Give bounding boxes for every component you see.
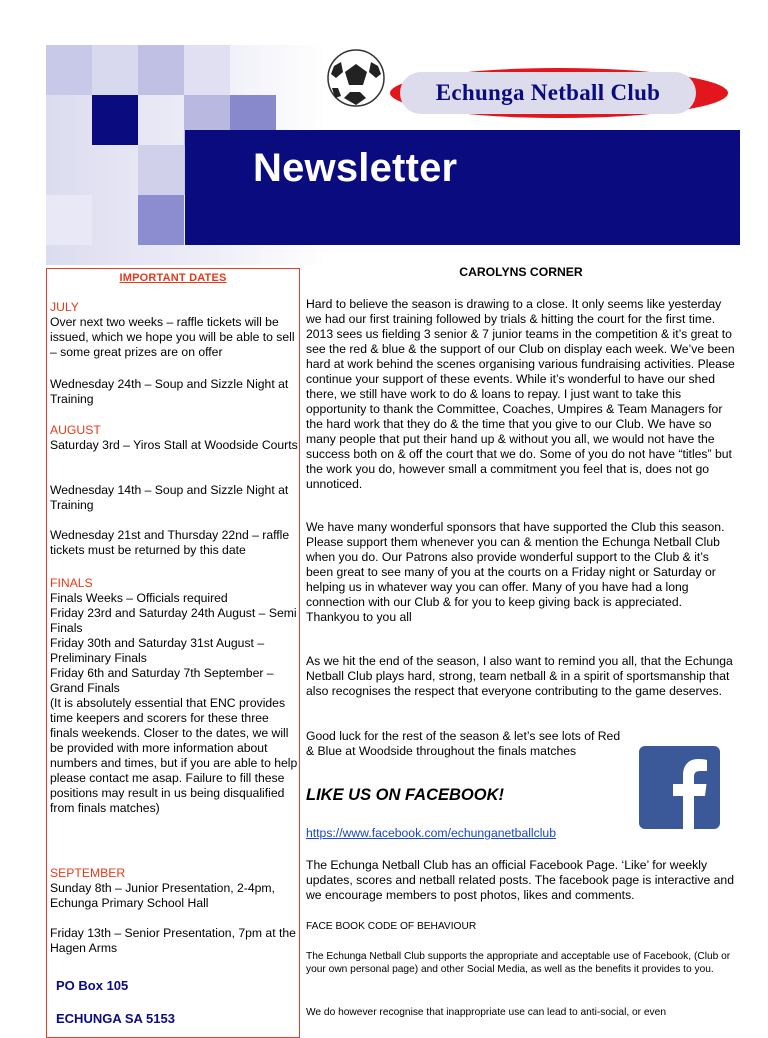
july-item-2-block xyxy=(50,377,298,407)
september-item-2-block xyxy=(50,926,298,956)
finals-item-2: Friday 23rd and Saturday 24th August – Semi Finals xyxy=(50,606,297,635)
page-title: Newsletter xyxy=(253,146,458,190)
august-item-1: Saturday 3rd – Yiros Stall at Woodside Courts xyxy=(50,438,298,452)
september-item-1: Sunday 8th – Junior Presentation, 2-4pm, Echunga Primary School Hall xyxy=(50,881,275,910)
facebook-text: The Echunga Netball Club has an official Facebook Page. ‘Like’ for weekly updates, scores and netball related posts. The facebook page is interactive and we encourage members to post photos, likes and comments. xyxy=(306,858,734,902)
september-label: SEPTEMBER xyxy=(50,866,126,880)
logo-inner xyxy=(400,72,696,114)
corner-text-1: Hard to believe the season is drawing to a close. It only seems like yesterday we had our first training followed by trials & hitting the court for the first time. 2013 sees us fielding 3 senior & 7 junior teams in the competition & it’s great to see the red & blue & the support of our Club on display each week. We’ve been hard at work behind the scenes organising various fundraising activities. Please continue your support of these events. While it’s wonderful to have our shed there, we still have work to do & loans to repay. I just want to take this opportunity to thank the Committee, Coaches, Umpires & Team Managers for the hard work that they do & the time that you give to our Club. We have so many people that put their hand up & without you all, we would not have the success both on & off the court that we do. Some of you do not have “titles” but the work you do, however small a commitment you feel that is, does not go unnoticed. xyxy=(306,297,735,491)
august-item-2: Wednesday 14th – Soup and Sizzle Night at Training xyxy=(50,483,289,512)
finals-item-4: Friday 6th and Saturday 7th September – Grand Finals xyxy=(50,666,274,695)
code-text-1: The Echunga Netball Club supports the appropriate and acceptable use of Facebook, (Club or your own personal page) and other Social Media, as well as the benefits it provides to you. xyxy=(306,951,731,975)
july-label: JULY xyxy=(50,300,79,314)
july-section xyxy=(50,300,298,360)
important-dates-heading: IMPORTANT DATES xyxy=(119,272,227,284)
facebook-heading: LIKE US ON FACEBOOK! xyxy=(306,786,505,804)
corner-text-4: Good luck for the rest of the season & let’s see lots of Red & Blue at Woodside throughout the finals matches xyxy=(306,729,621,758)
september-section xyxy=(50,866,298,911)
club-name: Echunga Netball Club xyxy=(435,80,661,105)
august-label: AUGUST xyxy=(50,423,101,437)
code-paragraph-1 xyxy=(306,950,746,976)
corner-paragraph-4 xyxy=(306,729,628,759)
finals-label: FINALS xyxy=(50,576,93,590)
netball-icon xyxy=(326,48,386,108)
august-item-3-block xyxy=(50,528,298,558)
facebook-paragraph xyxy=(306,858,742,903)
finals-item-1: Finals Weeks – Officials required xyxy=(50,591,228,605)
code-heading: FACE BOOK CODE OF BEHAVIOUR xyxy=(306,921,477,932)
address-line-2: ECHUNGA SA 5153 xyxy=(56,1011,175,1026)
august-item-3: Wednesday 21st and Thursday 22nd – raffle tickets must be returned by this date xyxy=(50,528,290,557)
code-text-2: We do however recognise that inappropriate use can lead to anti-social, or even xyxy=(306,1007,666,1018)
corner-text-2: We have many wonderful sponsors that have supported the Club this season. Please support them whenever you can & mention the Echunga Netball Club when you do. Our Patrons also provide wonderful support to the Club & it’s been great to see many of you at the courts on a Friday night or Saturday or helping us in whatever way you can offer. Many of you have had a long connection with our Club & for you to keep giving back is appreciated. Thankyou to you all xyxy=(306,520,725,624)
finals-section xyxy=(50,576,298,816)
august-item-2-block xyxy=(50,483,298,513)
facebook-icon[interactable] xyxy=(639,746,720,829)
finals-item-5: (It is absolutely essential that ENC provides time keepers and scorers for these three finals weekends. Closer to the dates, we will be provided with more information about numbers and times, but if you are able to help please contact me asap. Failure to fill these positions may result in us being disqualified from finals matches) xyxy=(50,696,298,815)
finals-item-3: Friday 30th and Saturday 31st August – Preliminary Finals xyxy=(50,636,265,665)
august-section xyxy=(50,423,298,453)
address-line-1: PO Box 105 xyxy=(56,978,129,993)
corner-paragraph-2 xyxy=(306,520,736,625)
corner-text-3: As we hit the end of the season, I also want to remind you all, that the Echunga Netball Club plays hard, strong, team netball & in a spirit of sportsmanship that also recognises the respect that everyone contributing to the game deserves. xyxy=(306,654,733,698)
code-paragraph-2 xyxy=(306,1006,746,1019)
facebook-link[interactable]: https://www.facebook.com/echunganetballclub xyxy=(306,826,556,840)
september-item-2: Friday 13th – Senior Presentation, 7pm at the Hagen Arms xyxy=(50,926,296,955)
july-item-1: Over next two weeks – raffle tickets will be issued, which we hope you will be able to sell – some great prizes are on offer xyxy=(50,315,295,359)
corner-paragraph-1 xyxy=(306,297,736,492)
carolyns-corner-heading: CAROLYNS CORNER xyxy=(459,265,583,279)
july-item-2: Wednesday 24th – Soup and Sizzle Night at Training xyxy=(50,377,289,406)
logo-rule xyxy=(326,130,740,132)
corner-paragraph-3 xyxy=(306,654,736,699)
